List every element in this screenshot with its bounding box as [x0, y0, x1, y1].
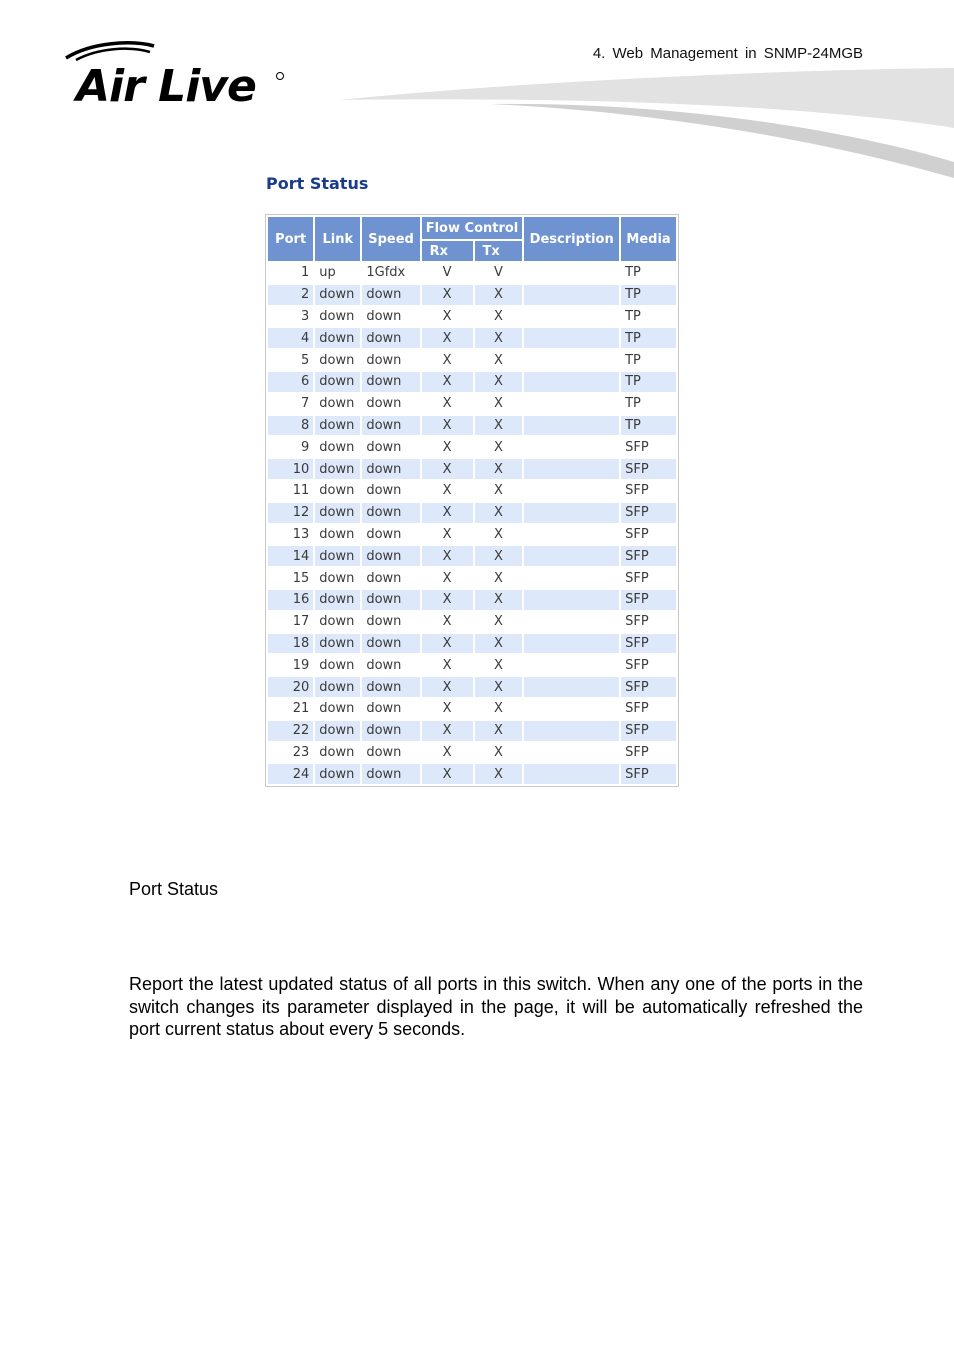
cell-flow-rx: X — [422, 590, 473, 610]
cell-port: 19 — [268, 655, 313, 675]
cell-speed: down — [362, 677, 419, 697]
cell-link: down — [315, 394, 360, 414]
col-header-tx: Tx — [475, 241, 523, 261]
cell-port: 3 — [268, 307, 313, 327]
header-swoosh-decoration — [340, 66, 954, 178]
cell-media: SFP — [621, 655, 676, 675]
cell-flow-tx: X — [475, 721, 523, 741]
cell-link: down — [315, 743, 360, 763]
cell-flow-rx: X — [422, 437, 473, 457]
cell-media: SFP — [621, 459, 676, 479]
table-row — [268, 525, 676, 545]
cell-media: SFP — [621, 743, 676, 763]
cell-link: down — [315, 677, 360, 697]
cell-flow-tx: X — [475, 394, 523, 414]
cell-media: SFP — [621, 503, 676, 523]
cell-port: 16 — [268, 590, 313, 610]
panel-title: Port Status — [266, 174, 369, 193]
cell-port: 7 — [268, 394, 313, 414]
cell-speed: down — [362, 394, 419, 414]
cell-speed: down — [362, 721, 419, 741]
port-status-table — [265, 214, 679, 787]
cell-link: down — [315, 525, 360, 545]
cell-speed: down — [362, 285, 419, 305]
cell-description — [524, 764, 619, 784]
cell-flow-tx: X — [475, 459, 523, 479]
cell-port: 9 — [268, 437, 313, 457]
cell-media: SFP — [621, 699, 676, 719]
cell-link: down — [315, 764, 360, 784]
cell-flow-tx: X — [475, 307, 523, 327]
cell-media: SFP — [621, 481, 676, 501]
cell-media: TP — [621, 263, 676, 283]
table-row — [268, 546, 676, 566]
cell-speed: down — [362, 612, 419, 632]
cell-flow-tx: X — [475, 372, 523, 392]
cell-media: SFP — [621, 437, 676, 457]
cell-flow-tx: X — [475, 503, 523, 523]
cell-description — [524, 699, 619, 719]
table-row — [268, 307, 676, 327]
table-row — [268, 634, 676, 654]
cell-media: SFP — [621, 525, 676, 545]
cell-flow-tx: X — [475, 590, 523, 610]
col-header-description: Description — [524, 217, 619, 261]
cell-flow-rx: X — [422, 546, 473, 566]
cell-link: down — [315, 459, 360, 479]
table-row — [268, 612, 676, 632]
table-row — [268, 481, 676, 501]
cell-port: 2 — [268, 285, 313, 305]
cell-link: down — [315, 416, 360, 436]
cell-flow-rx: X — [422, 285, 473, 305]
cell-speed: 1Gfdx — [362, 263, 419, 283]
cell-flow-rx: X — [422, 394, 473, 414]
cell-media: SFP — [621, 590, 676, 610]
cell-link: down — [315, 634, 360, 654]
description-paragraph: Report the latest updated status of all ports in this switch. When any one of the ports in the switch changes its parameter displayed in the page, it will be automatically refreshed the port current status about every 5 seconds. — [129, 974, 863, 1039]
cell-media: TP — [621, 307, 676, 327]
cell-description — [524, 743, 619, 763]
cell-description — [524, 372, 619, 392]
cell-flow-tx: X — [475, 525, 523, 545]
cell-description — [524, 568, 619, 588]
cell-flow-rx: X — [422, 634, 473, 654]
cell-media: TP — [621, 328, 676, 348]
cell-description — [524, 634, 619, 654]
airlive-logo — [62, 40, 292, 106]
cell-flow-tx: X — [475, 416, 523, 436]
cell-link: down — [315, 590, 360, 610]
cell-flow-rx: X — [422, 612, 473, 632]
cell-flow-tx: X — [475, 699, 523, 719]
cell-port: 24 — [268, 764, 313, 784]
cell-link: down — [315, 546, 360, 566]
cell-description — [524, 503, 619, 523]
cell-port: 6 — [268, 372, 313, 392]
table-row — [268, 743, 676, 763]
table-row — [268, 677, 676, 697]
cell-description — [524, 350, 619, 370]
cell-speed: down — [362, 350, 419, 370]
cell-flow-tx: X — [475, 764, 523, 784]
section-header: 4. Web Management in SNMP-24MGB — [592, 45, 863, 62]
col-header-flow-control: Flow Control — [422, 217, 523, 239]
cell-speed: down — [362, 372, 419, 392]
cell-description — [524, 307, 619, 327]
cell-port: 17 — [268, 612, 313, 632]
cell-link: down — [315, 568, 360, 588]
col-header-rx: Rx — [422, 241, 473, 261]
cell-description — [524, 525, 619, 545]
cell-flow-rx: X — [422, 568, 473, 588]
table-row — [268, 699, 676, 719]
cell-flow-tx: X — [475, 677, 523, 697]
cell-link: down — [315, 328, 360, 348]
cell-flow-rx: X — [422, 307, 473, 327]
cell-media: SFP — [621, 677, 676, 697]
cell-media: TP — [621, 350, 676, 370]
cell-link: down — [315, 699, 360, 719]
table-row — [268, 655, 676, 675]
cell-media: TP — [621, 416, 676, 436]
cell-speed: down — [362, 764, 419, 784]
cell-flow-rx: X — [422, 328, 473, 348]
cell-flow-tx: X — [475, 350, 523, 370]
cell-port: 22 — [268, 721, 313, 741]
cell-flow-tx: X — [475, 655, 523, 675]
cell-port: 15 — [268, 568, 313, 588]
cell-flow-tx: X — [475, 612, 523, 632]
cell-description — [524, 285, 619, 305]
cell-speed: down — [362, 307, 419, 327]
cell-description — [524, 546, 619, 566]
cell-speed: down — [362, 481, 419, 501]
cell-port: 13 — [268, 525, 313, 545]
cell-media: SFP — [621, 568, 676, 588]
cell-link: down — [315, 503, 360, 523]
cell-media: TP — [621, 285, 676, 305]
col-header-link: Link — [315, 217, 360, 261]
cell-speed: down — [362, 743, 419, 763]
cell-speed: down — [362, 634, 419, 654]
cell-port: 20 — [268, 677, 313, 697]
cell-link: down — [315, 721, 360, 741]
col-header-port: Port — [268, 217, 313, 261]
table-row — [268, 764, 676, 784]
cell-description — [524, 481, 619, 501]
cell-speed: down — [362, 699, 419, 719]
cell-description — [524, 612, 619, 632]
cell-flow-rx: X — [422, 764, 473, 784]
table-row — [268, 285, 676, 305]
cell-description — [524, 721, 619, 741]
cell-port: 14 — [268, 546, 313, 566]
cell-port: 5 — [268, 350, 313, 370]
cell-port: 11 — [268, 481, 313, 501]
table-row — [268, 328, 676, 348]
cell-speed: down — [362, 568, 419, 588]
cell-media: TP — [621, 372, 676, 392]
cell-flow-tx: X — [475, 634, 523, 654]
cell-link: down — [315, 372, 360, 392]
cell-link: down — [315, 655, 360, 675]
cell-port: 8 — [268, 416, 313, 436]
cell-flow-tx: X — [475, 546, 523, 566]
cell-flow-rx: X — [422, 372, 473, 392]
col-header-speed: Speed — [362, 217, 419, 261]
cell-speed: down — [362, 546, 419, 566]
table-row — [268, 372, 676, 392]
cell-link: down — [315, 612, 360, 632]
cell-media: SFP — [621, 546, 676, 566]
figure-caption: Port Status — [129, 879, 219, 899]
cell-flow-tx: X — [475, 285, 523, 305]
cell-speed: down — [362, 655, 419, 675]
cell-flow-rx: X — [422, 743, 473, 763]
cell-description — [524, 459, 619, 479]
cell-media: SFP — [621, 764, 676, 784]
cell-port: 10 — [268, 459, 313, 479]
cell-flow-rx: X — [422, 677, 473, 697]
cell-description — [524, 590, 619, 610]
cell-flow-rx: V — [422, 263, 473, 283]
cell-flow-rx: X — [422, 416, 473, 436]
cell-port: 18 — [268, 634, 313, 654]
table-row — [268, 416, 676, 436]
cell-speed: down — [362, 525, 419, 545]
col-header-media: Media — [621, 217, 676, 261]
table-row — [268, 394, 676, 414]
cell-media: SFP — [621, 612, 676, 632]
cell-description — [524, 416, 619, 436]
cell-flow-tx: X — [475, 481, 523, 501]
cell-speed: down — [362, 416, 419, 436]
cell-flow-rx: X — [422, 525, 473, 545]
table-row — [268, 568, 676, 588]
table-row — [268, 721, 676, 741]
port-rows — [268, 263, 676, 784]
cell-port: 4 — [268, 328, 313, 348]
table-row — [268, 437, 676, 457]
cell-flow-rx: X — [422, 655, 473, 675]
cell-flow-tx: X — [475, 437, 523, 457]
table-row — [268, 459, 676, 479]
cell-port: 1 — [268, 263, 313, 283]
cell-description — [524, 437, 619, 457]
cell-description — [524, 263, 619, 283]
cell-media: SFP — [621, 634, 676, 654]
cell-link: down — [315, 481, 360, 501]
cell-speed: down — [362, 590, 419, 610]
cell-link: down — [315, 285, 360, 305]
cell-link: down — [315, 350, 360, 370]
cell-flow-rx: X — [422, 481, 473, 501]
cell-speed: down — [362, 437, 419, 457]
cell-description — [524, 677, 619, 697]
table-row — [268, 590, 676, 610]
cell-flow-rx: X — [422, 721, 473, 741]
cell-flow-tx: X — [475, 328, 523, 348]
cell-flow-tx: X — [475, 568, 523, 588]
cell-speed: down — [362, 328, 419, 348]
cell-media: TP — [621, 394, 676, 414]
cell-description — [524, 394, 619, 414]
cell-flow-rx: X — [422, 699, 473, 719]
cell-flow-rx: X — [422, 459, 473, 479]
cell-link: down — [315, 307, 360, 327]
cell-flow-tx: V — [475, 263, 523, 283]
table-row — [268, 503, 676, 523]
cell-link: down — [315, 437, 360, 457]
svg-text:Air Live: Air Live — [76, 61, 256, 106]
table-row — [268, 350, 676, 370]
cell-port: 21 — [268, 699, 313, 719]
cell-description — [524, 655, 619, 675]
cell-port: 23 — [268, 743, 313, 763]
cell-port: 12 — [268, 503, 313, 523]
cell-flow-tx: X — [475, 743, 523, 763]
cell-speed: down — [362, 459, 419, 479]
table-row — [268, 263, 676, 283]
cell-flow-rx: X — [422, 350, 473, 370]
cell-description — [524, 328, 619, 348]
cell-speed: down — [362, 503, 419, 523]
cell-media: SFP — [621, 721, 676, 741]
cell-link: up — [315, 263, 360, 283]
cell-flow-rx: X — [422, 503, 473, 523]
